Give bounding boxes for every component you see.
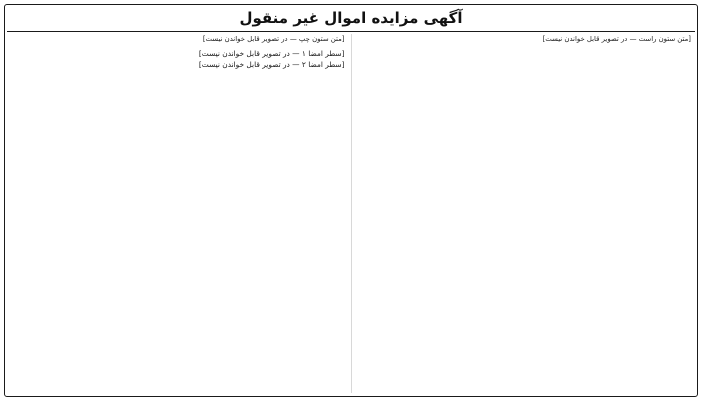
signature-block <box>11 48 345 70</box>
right-column-text: [متن ستون راست — در تصویر قابل خواندن نیست] <box>542 35 691 43</box>
left-column <box>9 34 352 393</box>
signature-line-1: [سطر امضا ۱ — در تصویر قابل خواندن نیست] <box>198 49 345 58</box>
signature-line-2: [سطر امضا ۲ — در تصویر قابل خواندن نیست] <box>198 60 345 69</box>
notice-frame <box>4 4 698 397</box>
notice-title: آگهی مزایده اموال غیر منقول <box>7 5 695 32</box>
notice-columns <box>9 34 693 393</box>
right-column <box>352 34 694 393</box>
left-column-text: [متن ستون چپ — در تصویر قابل خواندن نیست] <box>202 35 345 43</box>
